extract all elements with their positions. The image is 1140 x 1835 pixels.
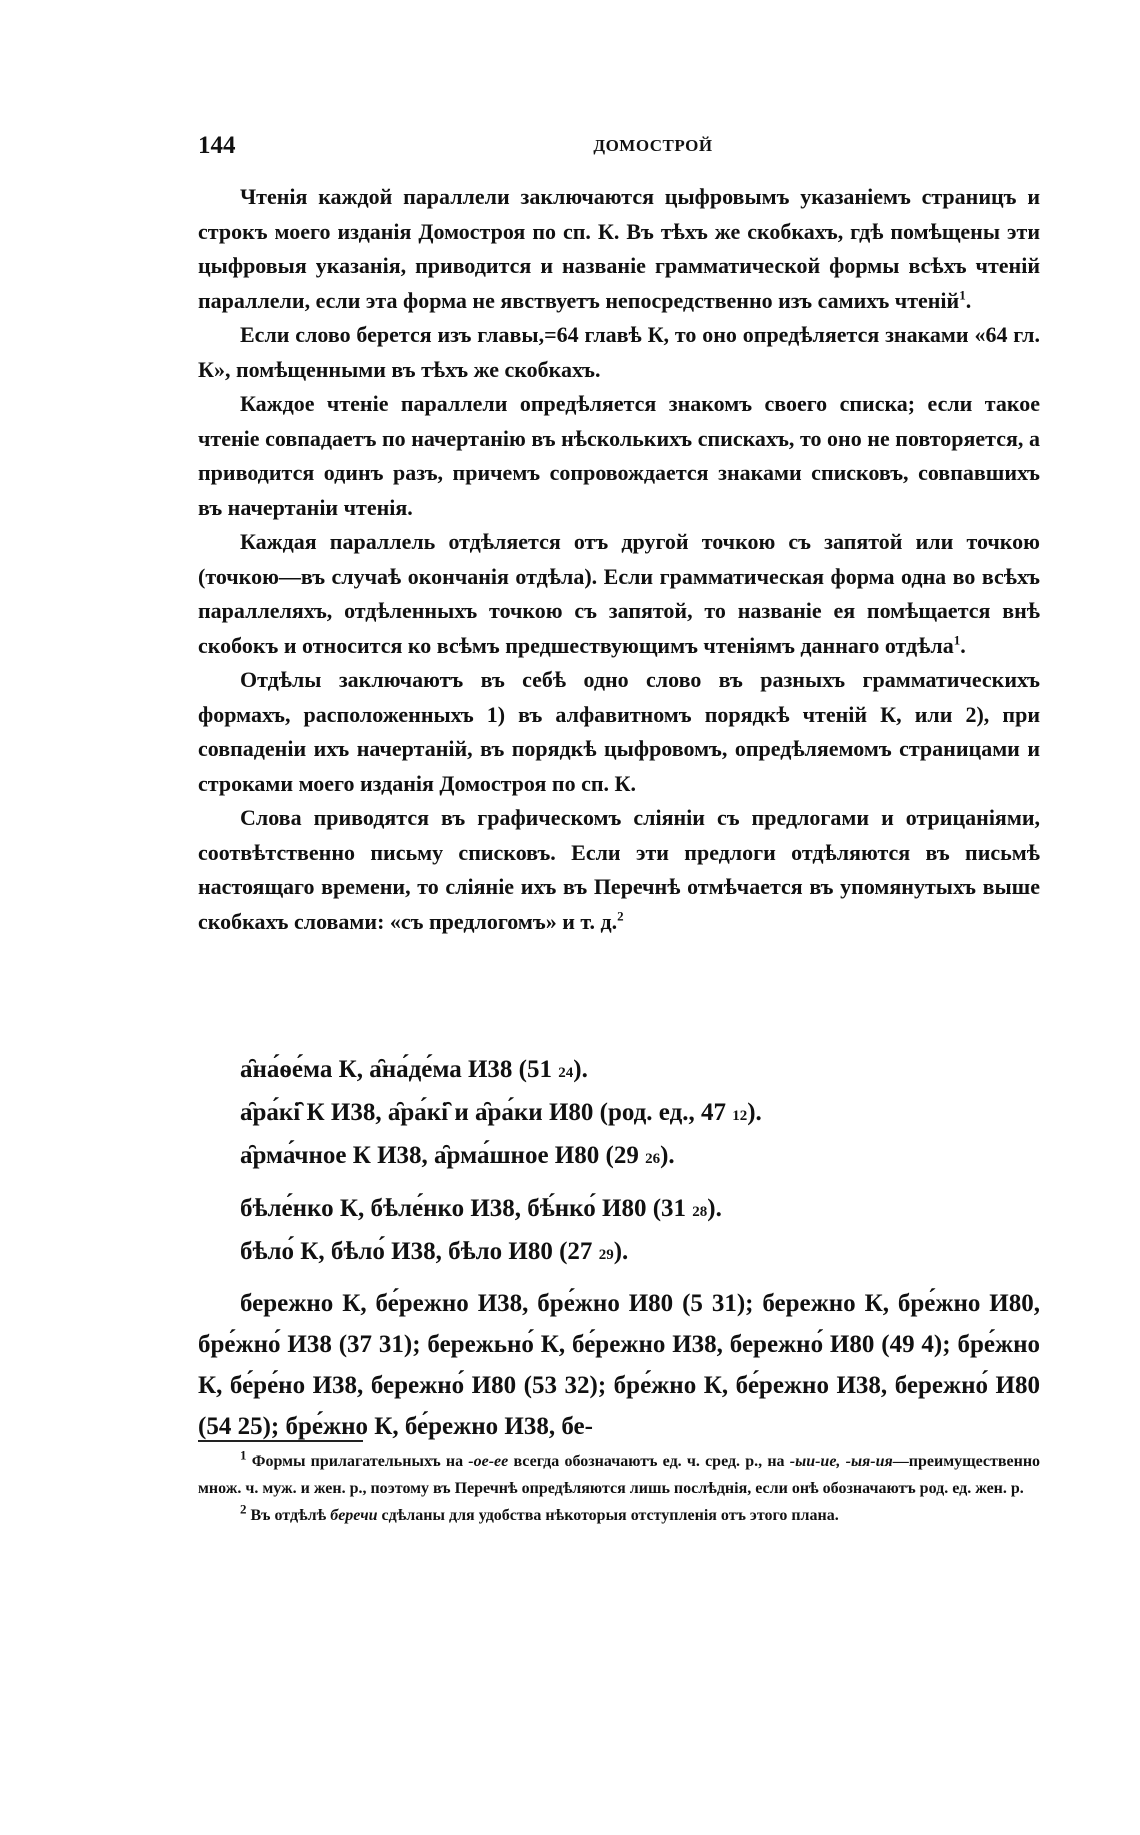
page-number: 144 [198, 132, 236, 159]
paragraph [198, 318, 1040, 387]
list-item: а̑рма́чное К И38, а̑рма́шное И80 (29 26). [240, 1142, 675, 1169]
paragraph [198, 387, 1040, 525]
footnote-ref: 1 [953, 632, 961, 648]
footnotes [198, 1448, 1040, 1529]
paragraph-text: Слова приводятся въ графическомъ сліяніи съ предлогами и отрицаніями, соотвѣтственно письму списковъ. Если эти предлоги отдѣляются въ письмѣ настоящаго времени, то сліяніе ихъ въ Перечнѣ отмѣчается въ упомянутыхъ выше скобкахъ словами: «съ предлогомъ» и т. д. [198, 805, 1040, 934]
page-header [198, 132, 1038, 166]
footnote: $^2$ Въ отдѣлѣ беречи сдѣланы для удобства нѣкоторыя отступленія отъ этого плана. [240, 1501, 839, 1524]
list-item: а̑на́ѳе́ма К, а̑на́де́ма И38 (51 24). [240, 1056, 588, 1083]
body-text [198, 180, 1040, 939]
list-item: бѣле́нко К, бѣле́нко И38, бѣ́нко́ И80 (31 28). [240, 1195, 722, 1222]
list-item: бережно К, бе́режно И38, бре́жно И80 (5 31); бережно К, бре́жно И80, бре́жно́ И38 (37 31); бережьно́ К, бе́режно И38, бережно́ И80 (49 4); бре́жно К, бе́ре́но И38, бережно́ И80 (53 32); бре́жно К, бе́режно И38, бережно́ И80 (54 25); бре́жно К, бе́режно И38, бе- [198, 1290, 1040, 1440]
footnote-ref: 1 [959, 287, 966, 303]
paragraph-text: Каждое чтеніе параллели опредѣляется знакомъ своего списка; если такое чтеніе совпадаетъ по начертанію въ нѣсколькихъ спискахъ, то оно не повторяется, а приводится одинъ разъ, причемъ сопровождается знаками списковъ, совпавшихъ въ начертаніи чтенія. [198, 391, 1040, 520]
running-title: ДОМОСТРОЙ [593, 136, 713, 155]
paragraph-text: Если слово берется изъ главы,=64 главѣ К, то оно опредѣляется знаками «64 гл. К», помѣщенными въ тѣхъ же скобкахъ. [198, 322, 1040, 382]
paragraph [198, 801, 1040, 939]
list-item: а̑ра́кі̑ К И38, а̑ра́кі̑ и а̑ра́ки И80 (род. ед., 47 12). [240, 1099, 762, 1126]
footnote-ref: 2 [617, 908, 624, 924]
word-list [198, 1050, 1040, 1447]
paragraph: Чтенія каждой параллели заключаются цыфровымъ указаніемъ страницъ и строкъ моего изданія Домостроя по сп. К. Въ тѣхъ же скобкахъ, гдѣ помѣщены эти цыфровыя указанія, приводится и названіе грамматической формы всѣхъ чтеній параллели, если эта форма не явствуетъ непосредственно изъ самихъ чтеній$^1$. [198, 184, 1040, 313]
paragraph-text: Каждая параллель отдѣляется отъ другой точкою съ запятой или точкою (точкою—въ случаѣ окончанія отдѣла). Если грамматическая форма одна во всѣхъ параллеляхъ, отдѣленныхъ точкою съ запятой, то названіе ея помѣщается внѣ скобокъ и относится ко всѣмъ предшествующимъ чтеніямъ даннаго отдѣла [198, 529, 1040, 658]
paragraph-text: Чтенія каждой параллели заключаются цыфровымъ указаніемъ страницъ и строкъ моего изданія Домостроя по сп. К. Въ тѣхъ же скобкахъ, гдѣ помѣщены эти цыфровыя указанія, приводится и названіе грамматической формы всѣхъ чтеній параллели, если эта форма не явствуетъ непосредственно изъ самихъ чтеній [198, 184, 1040, 313]
paragraph [198, 663, 1040, 801]
paragraph: Каждая параллель отдѣляется отъ другой точкою съ запятой или точкою (точкою—въ случаѣ окончанія отдѣла). Если грамматическая форма одна во всѣхъ параллеляхъ, отдѣленныхъ точкою съ запятой, то названіе ея помѣщается внѣ скобокъ и относится ко всѣмъ предшествующимъ чтеніямъ даннаго отдѣла$^1$. [198, 529, 1040, 658]
footnote-divider [198, 1440, 363, 1442]
list-item: бѣло́ К, бѣло́ И38, бѣло И80 (27 29). [240, 1238, 629, 1265]
footnote: $^1$ Формы прилагательныхъ на -ое-ее всегда обозначаютъ ед. ч. сред. р., на -ыи-ие, -ыя-ия—преимущественно множ. ч. муж. и жен. р., поэтому въ Перечнѣ опредѣляются лишь послѣднія, если онѣ обозначаютъ род. ед. жен. р. [198, 1447, 1041, 1497]
paragraph-text: Отдѣлы заключаютъ въ себѣ одно слово въ разныхъ грамматическихъ формахъ, расположенныхъ 1) въ алфавитномъ порядкѣ чтеній К, или 2), при совпаденіи ихъ начертаній, въ порядкѣ цыфровомъ, опредѣляемомъ страницами и строками моего изданія Домостроя по сп. К. [198, 667, 1040, 796]
